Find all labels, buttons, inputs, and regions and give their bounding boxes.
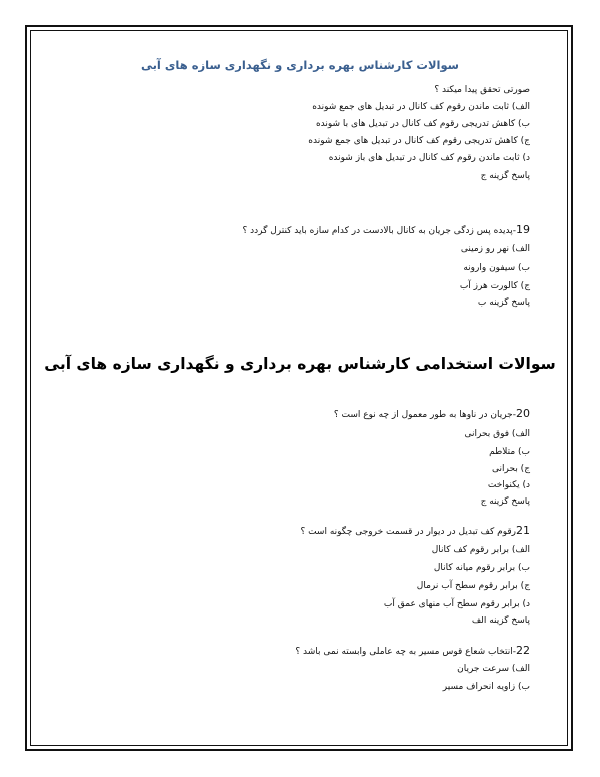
option-b: ب) کاهش تدریجی رقوم کف کانال در تبدیل های با شونده	[315, 119, 530, 129]
question-text: -انتخاب شعاع قوس مسیر به چه عاملی وابسته نمی باشد ؟	[295, 647, 516, 657]
page-title: سوالات استخدامی کارشناس بهره برداری و نگهداری سازه های آبی	[44, 355, 556, 373]
question-number: 21	[516, 524, 530, 537]
option-c: ج) برابر رقوم سطح آب نرمال	[416, 581, 530, 591]
option-b: ب) سیفون وارونه	[463, 263, 530, 273]
question-text: -جریان در ناوها به طور معمول از چه نوع است ؟	[333, 410, 516, 420]
option-d: د) یکنواخت	[487, 480, 530, 490]
page-subtitle: سوالات کارشناس بهره برداری و نگهداری سازه های آبی	[140, 58, 459, 72]
option-b: ب) متلاطم	[489, 447, 530, 457]
option-c: ج) بحرانی	[492, 464, 530, 474]
option-b: ب) زاویه انحراف مسیر	[442, 682, 530, 692]
option-b: ب) برابر رقوم میانه کانال	[433, 563, 530, 573]
option-a: الف) برابر رقوم کف کانال	[431, 545, 530, 555]
answer: پاسخ گزینه الف	[471, 616, 530, 626]
option-c: ج) کاهش تدریجی رقوم کف کانال در تبدیل های جمع شونده	[308, 136, 530, 146]
question-20	[60, 408, 530, 421]
answer: پاسخ گزینه ج	[480, 171, 530, 181]
option-a: الف) نهر رو زمینی	[460, 244, 530, 254]
answer: پاسخ گزینه ج	[480, 497, 530, 507]
option-a: الف) ثابت ماندن رقوم کف کانال در تبدیل های جمع شونده	[312, 102, 530, 112]
question-number: 22	[516, 644, 530, 657]
answer: پاسخ گزینه ب	[477, 298, 530, 308]
option-a: الف) سرعت جریان	[457, 664, 530, 674]
option-a: الف) فوق بحرانی	[464, 429, 530, 439]
option-d: د) برابر رقوم سطح آب منهای عمق آب	[383, 599, 530, 609]
question-21	[60, 525, 530, 538]
question-22	[60, 645, 530, 658]
question-number: 20	[516, 407, 530, 420]
option-c: ج) کالورت هرز آب	[459, 281, 530, 291]
question-text: رقوم کف تبدیل در دیوار در قسمت خروجی چگونه است ؟	[300, 527, 516, 537]
document-body-2	[60, 0, 530, 777]
question-number: 19	[516, 223, 530, 236]
question-18-tail: صورتی تحقق پیدا میکند ؟	[434, 85, 530, 95]
question-text: -پدیده پس زدگی جریان به کانال بالادست در کدام سازه باید کنترل گردد ؟	[242, 226, 516, 236]
option-d: د) ثابت ماندن رقوم کف کانال در تبدیل های باز شونده	[328, 153, 530, 163]
